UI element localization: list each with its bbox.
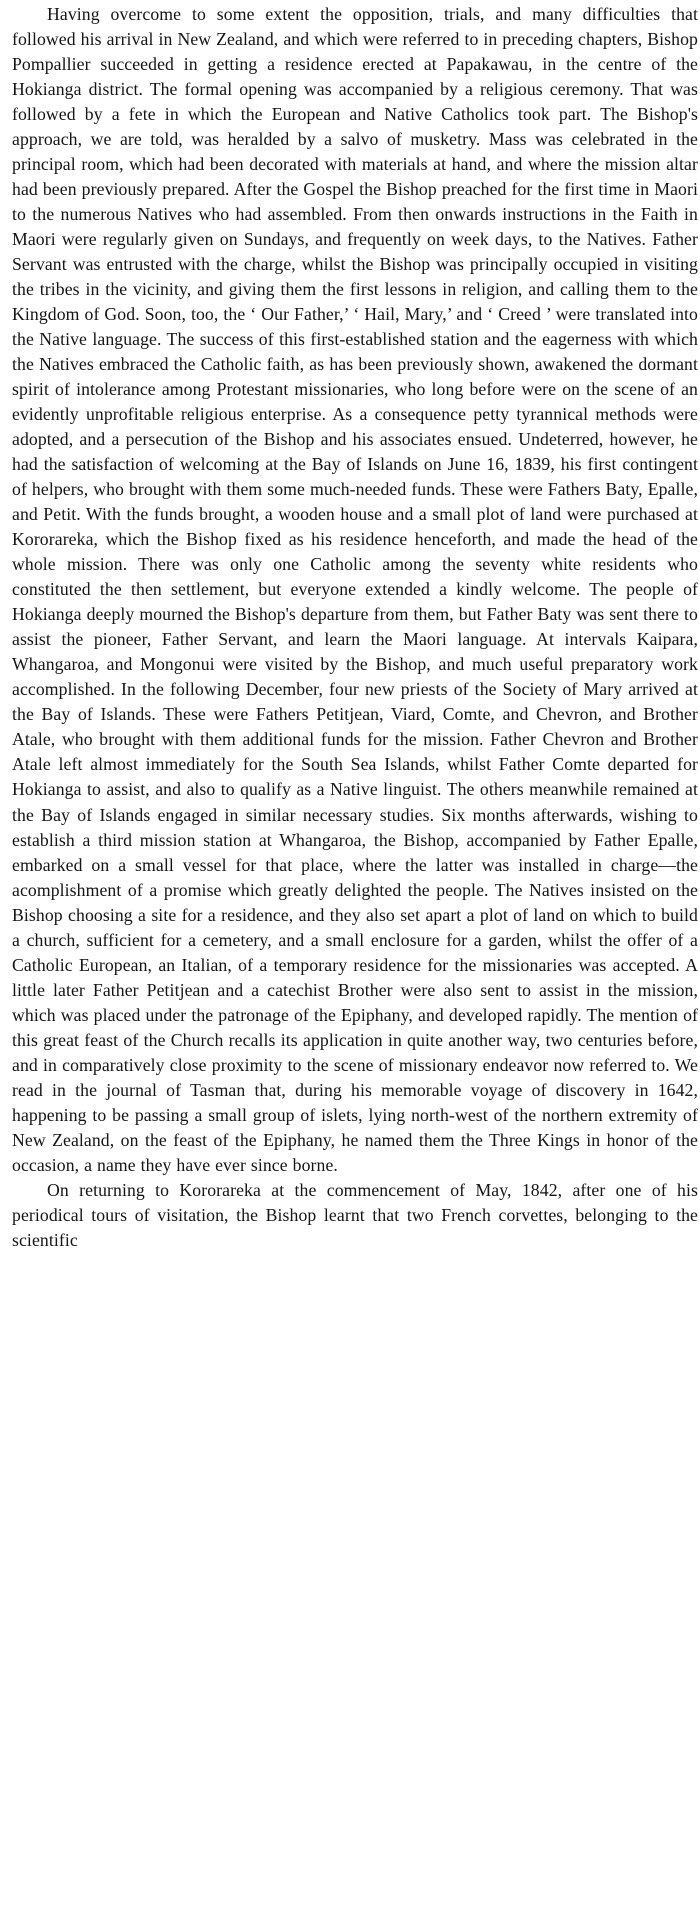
body-paragraph-1: Having overcome to some extent the opposition, trials, and many difficulties that followed his arrival in New Zealand, and which were referred to in preceding chapters, Bishop Pompallier succeeded in getting a residence erected at Papakawau, in the centre of the Hokianga district. The formal opening was accompanied by a religious ceremony. That was followed by a fete in which the European and Native Catholics took part. The Bishop's approach, we are told, was heralded by a salvo of musketry. Mass was celebrated in the principal room, which had been decorated with materials at hand, and where the mission altar had been previously prepared. After the Gospel the Bishop preached for the first time in Maori to the numerous Natives who had assembled. From then onwards instructions in the Faith in Maori were regularly given on Sundays, and frequently on week days, to the Natives. Father Servant was entrusted with the charge, whilst the Bishop was principally occupied in visiting the tribes in the vicinity, and giving them the first lessons in religion, and calling them to the Kingdom of God. Soon, too, the ‘ Our Father,’ ‘ Hail, Mary,’ and ‘ Creed ’ were translated into the Native language. The success of this first-established station and the eagerness with which the Natives embraced the Catholic faith, as has been previously shown, awakened the dormant spirit of intolerance among Protestant missionaries, who long before were on the scene of an evidently unprofitable religious enterprise. As a consequence petty tyrannical methods were adopted, and a persecution of the Bishop and his associates ensued. Undeterred, however, he had the satisfaction of welcoming at the Bay of Islands on June 16, 1839, his first contingent of helpers, who brought with them some much-needed funds. These were Fathers Baty, Epalle, and Petit. With the funds brought, a wooden house and a small plot of land were purchased at Kororareka, which the Bishop fixed as his residence henceforth, and made the head of the whole mission. There was only one Catholic among the seventy white residents who constituted the then settlement, but everyone extended a kindly welcome. The people of Hokianga deeply mourned the Bishop's departure from them, but Father Baty was sent there to assist the pioneer, Father Servant, and learn the Maori language. At intervals Kaipara, Whangaroa, and Mongonui were visited by the Bishop, and much useful preparatory work accomplished. In the following December, four new priests of the Society of Mary arrived at the Bay of Islands. These were Fathers Petitjean, Viard, Comte, and Chevron, and Brother Atale, who brought with them additional funds for the mission. Father Chevron and Brother Atale left almost immediately for the South Sea Islands, whilst Father Comte departed for Hokianga to assist, and also to qualify as a Native linguist. The others meanwhile remained at the Bay of Islands engaged in similar necessary studies. Six months afterwards, wishing to establish a third mission station at Whangaroa, the Bishop, accompanied by Father Epalle, embarked on a small vessel for that place, where the latter was installed in charge—the acomplishment of a promise which greatly delighted the people. The Natives insisted on the Bishop choosing a site for a residence, and they also set apart a plot of land on which to build a church, sufficient for a cemetery, and a small enclosure for a garden, whilst the offer of a Catholic European, an Italian, of a temporary residence for the missionaries was accepted. A little later Father Petitjean and a catechist Brother were also sent to assist in the mission, which was placed under the patronage of the Epiphany, and developed rapidly. The mention of this great feast of the Church recalls its application in quite another way, two centuries before, and in comparatively close proximity to the scene of missionary endeavor now referred to. We read in the journal of Tasman that, during his memorable voyage of discovery in 1642, happening to be passing a small group of islets, lying north-west of the northern extremity of New Zealand, on the feast of the Epiphany, he named them the Three Kings in honor of the occasion, a name they have ever since borne. <box>12 4 698 1175</box>
document-page <box>12 2 700 1253</box>
body-paragraph-2: On returning to Kororareka at the commencement of May, 1842, after one of his periodical tours of visitation, the Bishop learnt that two French corvettes, belonging to the scientific <box>12 1179 698 1250</box>
